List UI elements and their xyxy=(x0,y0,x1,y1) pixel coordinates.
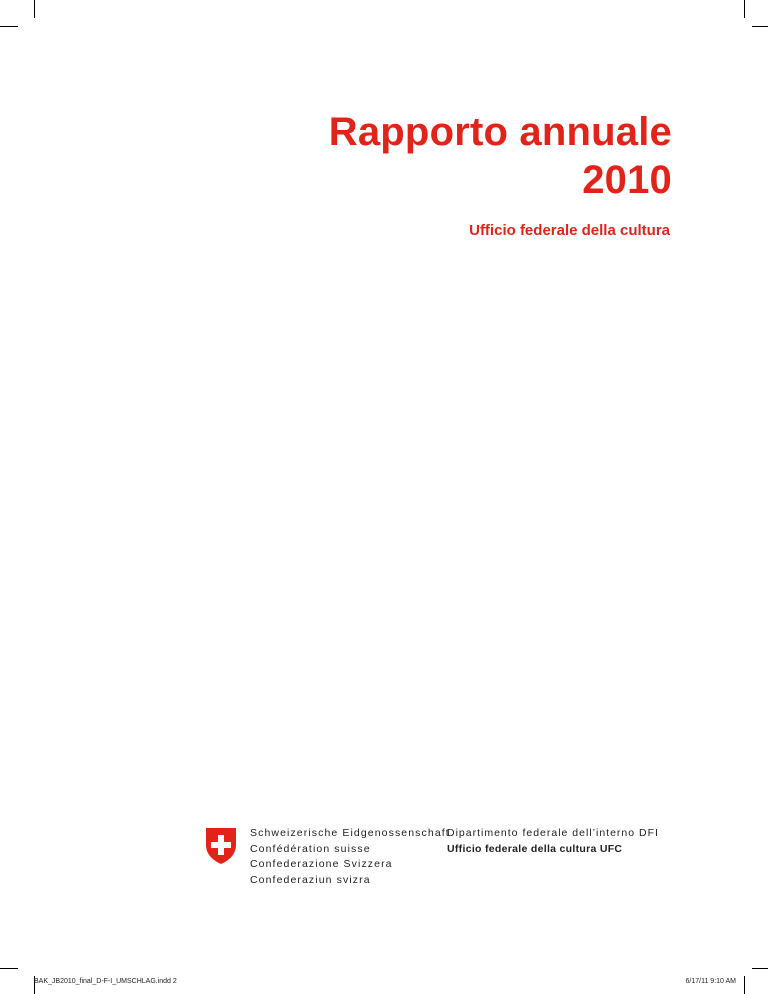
report-title-year: 2010 xyxy=(582,158,672,202)
crop-mark-top-left xyxy=(34,0,35,18)
confederation-name-rm: Confederaziun svizra xyxy=(250,873,371,886)
swiss-cross-shield-icon xyxy=(203,826,239,866)
report-subtitle: Ufficio federale della cultura xyxy=(469,222,670,239)
crop-mark-bottom-left-h xyxy=(0,968,18,969)
crop-mark-top-left-h xyxy=(0,26,18,27)
crop-mark-bottom-right xyxy=(744,976,745,994)
crop-mark-top-right xyxy=(744,0,745,18)
department-block xyxy=(447,826,659,857)
crop-mark-bottom-right-h xyxy=(752,968,768,969)
crop-mark-top-right-h xyxy=(752,26,768,27)
department-name: Dipartimento federale dell’interno DFI xyxy=(447,827,659,839)
federal-logo-block xyxy=(203,826,673,886)
confederation-name-fr: Confédération suisse xyxy=(250,842,371,855)
slug-datetime: 6/17/11 9:10 AM xyxy=(685,978,736,985)
confederation-name-de: Schweizerische Eidgenossenschaft xyxy=(250,827,450,839)
confederation-names xyxy=(250,826,450,888)
office-name: Ufficio federale della cultura UFC xyxy=(447,842,623,855)
report-title-line1: Rapporto annuale xyxy=(328,110,672,154)
report-title xyxy=(329,108,672,204)
confederation-name-it: Confederazione Svizzera xyxy=(250,858,393,870)
slug-filename: BAK_JB2010_final_D-F-I_UMSCHLAG.indd 2 xyxy=(34,978,177,985)
